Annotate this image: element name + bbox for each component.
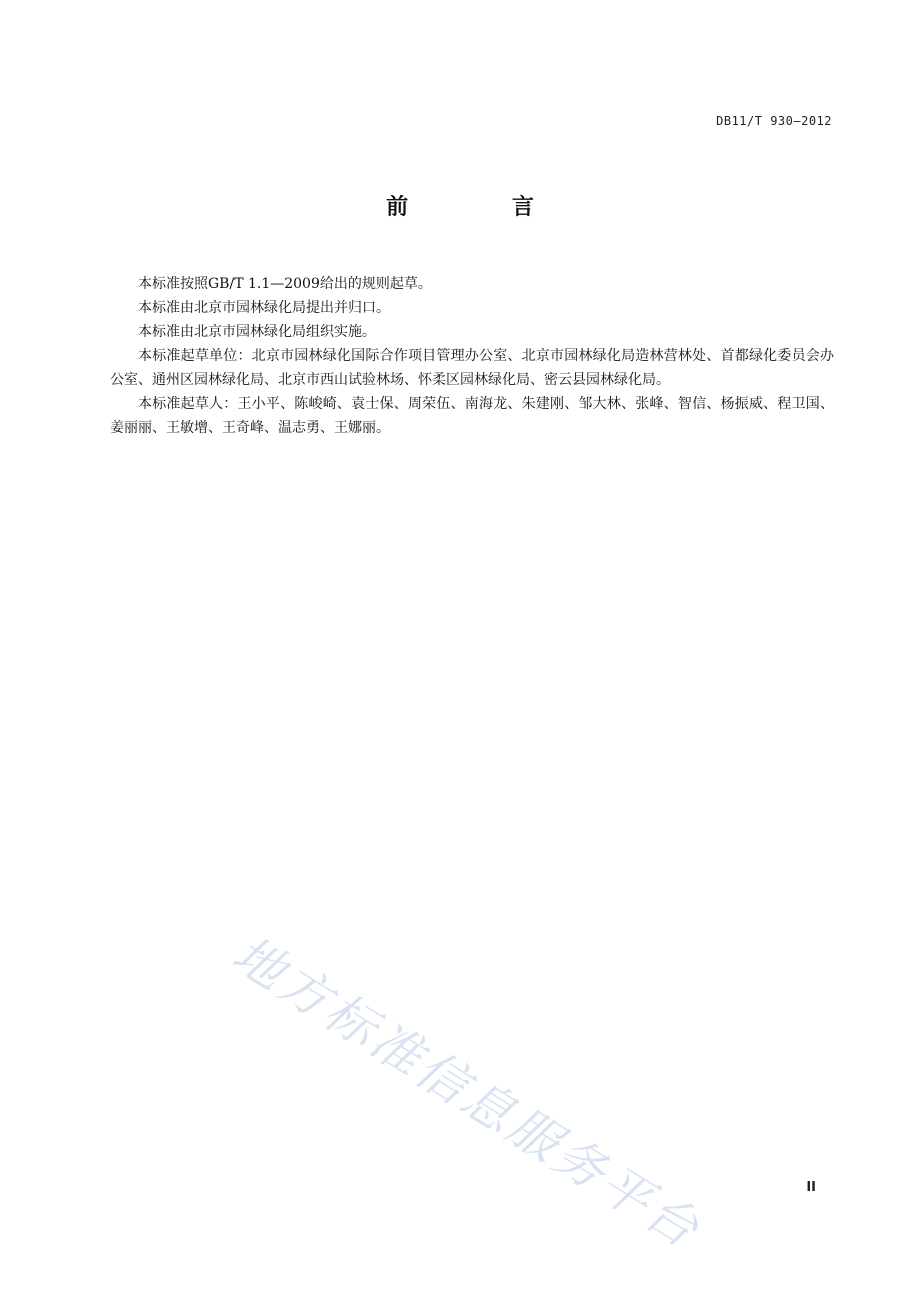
paragraph-implemented-by: 本标准由北京市园林绿化局组织实施。 [138, 324, 376, 340]
paragraph-drafters: 本标准起草人：王小平、陈峻崎、袁士保、周荣伍、南海龙、朱建刚、邹大林、张峰、智信、杨振威、程卫国、姜丽丽、王敏增、王奇峰、温志勇、王娜丽。 [110, 396, 834, 436]
page-title: 前 言 [386, 195, 582, 220]
foreword-body [110, 272, 834, 440]
standard-code: DB11/T 930—2012 [716, 114, 832, 128]
paragraph-drafting-rules: 本标准按照GB/T 1.1—2009给出的规则起草。 [138, 276, 432, 292]
watermark: 地方标准信息服务平台 [222, 924, 712, 1261]
paragraph-drafting-units: 本标准起草单位：北京市园林绿化国际合作项目管理办公室、北京市园林绿化局造林营林处、首都绿化委员会办公室、通州区园林绿化局、北京市西山试验林场、怀柔区园林绿化局、密云县园林绿化局。 [110, 348, 834, 388]
page-number: II [806, 1180, 816, 1195]
paragraph-proposed-by: 本标准由北京市园林绿化局提出并归口。 [138, 300, 390, 316]
